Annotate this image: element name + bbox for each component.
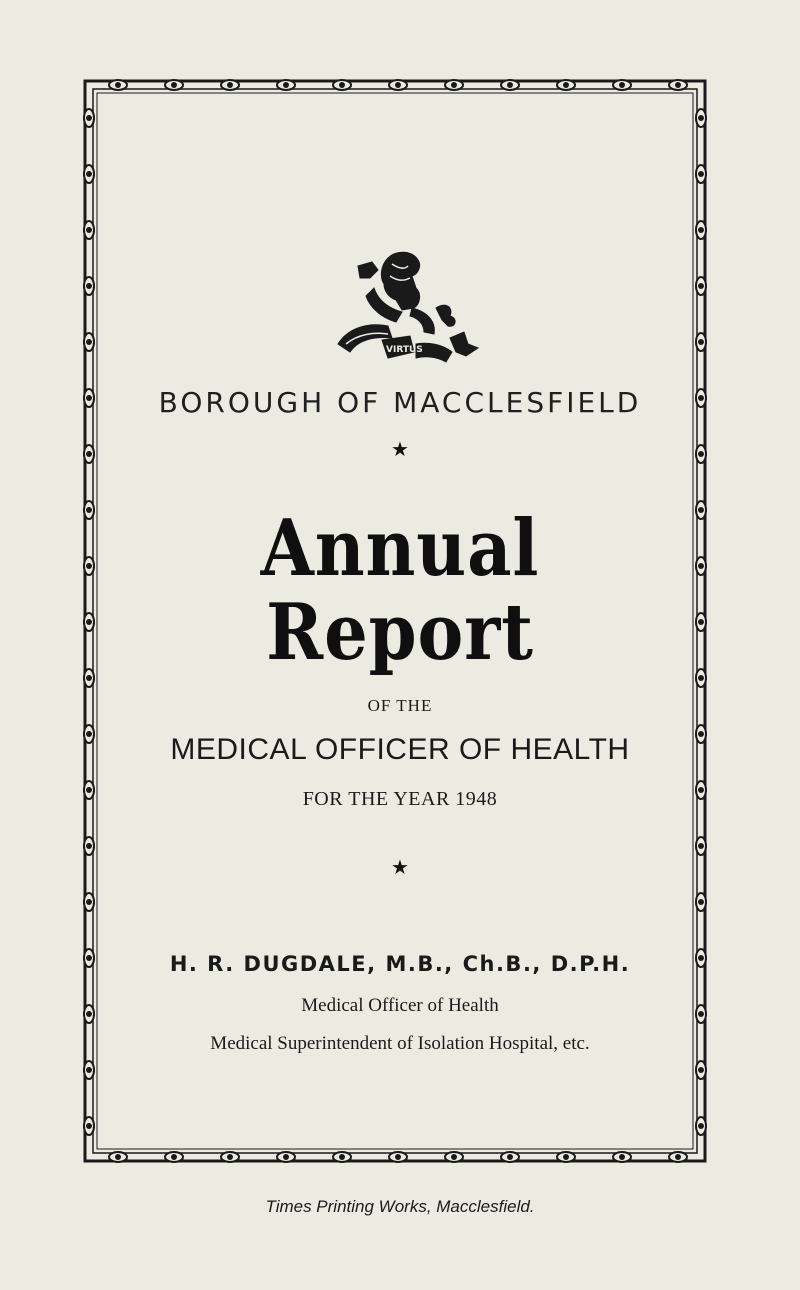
border-knot-center-icon [284, 1155, 289, 1160]
author-role-moh: Medical Officer of Health [301, 995, 499, 1016]
star-ornament-icon: ★ [391, 857, 409, 879]
printer-imprint: Times Printing Works, Macclesfield. [265, 1197, 535, 1216]
border-knot-center-icon [620, 83, 625, 88]
subtitle-medical-officer: MEDICAL OFFICER OF HEALTH [170, 733, 630, 766]
border-knot-center-icon [87, 844, 92, 849]
border-knot-center-icon [116, 1155, 121, 1160]
border-knot-center-icon [699, 1124, 704, 1129]
border-knot-center-icon [564, 1155, 569, 1160]
border-knot-center-icon [340, 1155, 345, 1160]
border-knot-center-icon [699, 284, 704, 289]
border-knot-center-icon [699, 116, 704, 121]
border-knot-center-icon [87, 284, 92, 289]
border-knot-center-icon [116, 83, 121, 88]
border-knot-center-icon [87, 116, 92, 121]
border-knot-center-icon [564, 83, 569, 88]
author-role-superintendent: Medical Superintendent of Isolation Hospital, etc. [210, 1033, 590, 1054]
border-knot-center-icon [87, 1068, 92, 1073]
star-ornament-icon: ★ [391, 439, 409, 461]
border-knot-center-icon [699, 340, 704, 345]
border-knot-center-icon [172, 1155, 177, 1160]
border-knot-center-icon [676, 83, 681, 88]
year-line: FOR THE YEAR 1948 [302, 788, 498, 810]
border-knot-center-icon [340, 83, 345, 88]
border-knot-center-icon [508, 83, 513, 88]
border-knot-center-icon [676, 1155, 681, 1160]
border-knot-center-icon [699, 676, 704, 681]
border-knot-center-icon [396, 1155, 401, 1160]
border-knot-center-icon [620, 1155, 625, 1160]
of-the-label: OF THE [367, 696, 433, 715]
border-knot-center-icon [396, 83, 401, 88]
border-knot-center-icon [228, 1155, 233, 1160]
border-knot-center-icon [508, 1155, 513, 1160]
border-knot-center-icon [699, 172, 704, 177]
border-knot-center-icon [452, 83, 457, 88]
border-knot-center-icon [699, 900, 704, 905]
border-knot-center-icon [87, 900, 92, 905]
border-knot-center-icon [699, 228, 704, 233]
borough-crest-lion-icon [318, 248, 486, 376]
title-line-report: Report [266, 587, 534, 678]
border-knot-center-icon [172, 83, 177, 88]
border-knot-center-icon [87, 172, 92, 177]
border-knot-center-icon [699, 844, 704, 849]
border-knot-center-icon [87, 340, 92, 345]
author-name: H. R. DUGDALE, M.B., Ch.B., D.P.H. [169, 952, 631, 976]
border-knot-center-icon [228, 83, 233, 88]
crest-motto: VIRTUS [386, 345, 423, 355]
border-knot-center-icon [87, 1124, 92, 1129]
title-line-annual: Annual [260, 503, 540, 594]
border-knot-center-icon [699, 1068, 704, 1073]
border-knot-center-icon [87, 228, 92, 233]
border-knot-center-icon [284, 83, 289, 88]
borough-name: BOROUGH OF MACCLESFIELD [158, 386, 642, 419]
border-knot-center-icon [452, 1155, 457, 1160]
border-knot-center-icon [87, 676, 92, 681]
